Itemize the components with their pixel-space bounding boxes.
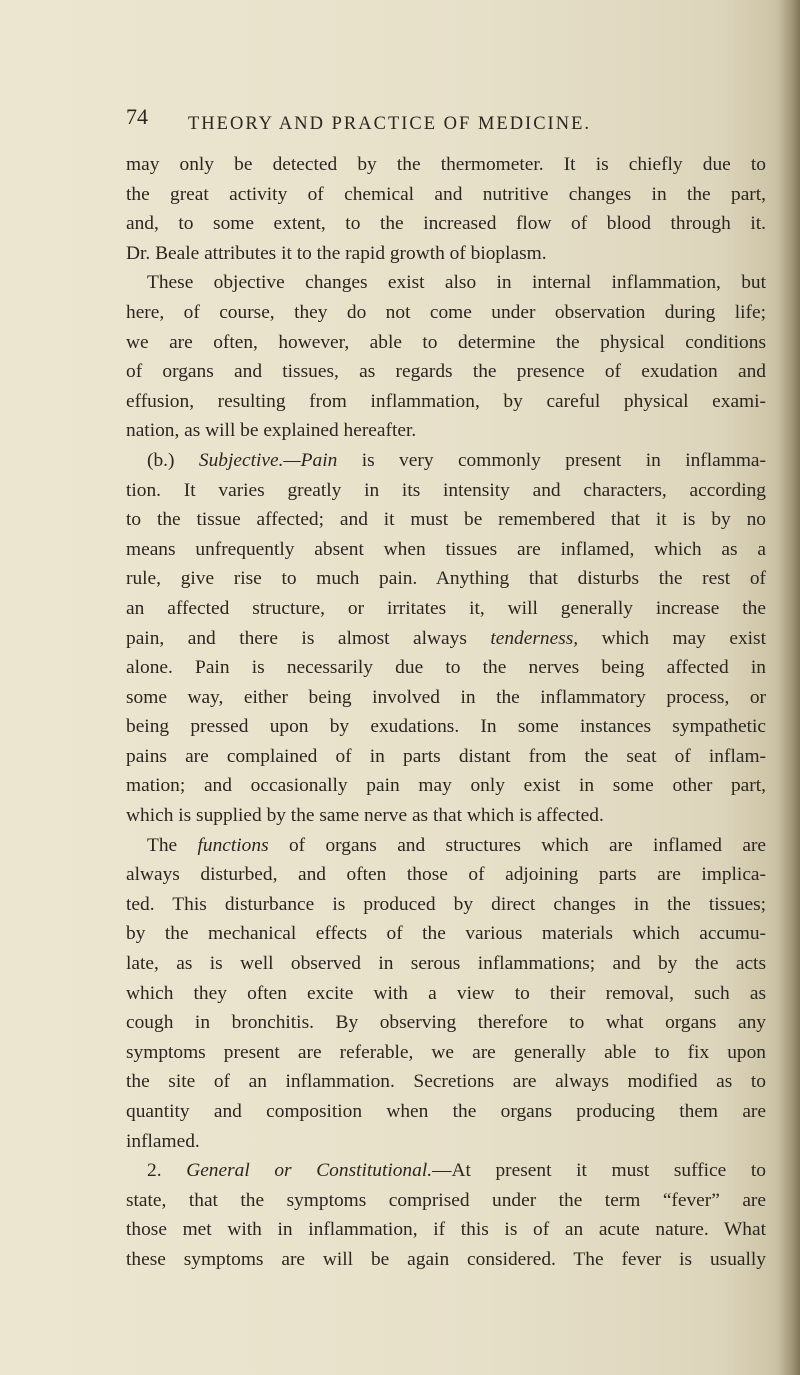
text-line: nation, as will be explained hereafter. (126, 420, 417, 442)
text-line: inflamed. (126, 1130, 200, 1152)
text-line: pain, and there is almost always tenderness, which may exist (126, 627, 766, 649)
text-line: quantity and composition when the organs producing them are (126, 1101, 766, 1122)
text-line: which they often excite with a view to their removal, such as (126, 982, 766, 1004)
text-line: pains are complained of in parts distant from the seat of inflam- (126, 745, 766, 767)
text-line: these symptoms are will be again considered. The fever is usually (126, 1248, 766, 1270)
text-line: tion. It varies greatly in its intensity and characters, according (126, 479, 766, 501)
text-line: state, that the symptoms comprised under the term “fever” are (126, 1189, 766, 1211)
text-line: the site of an inflammation. Secretions are always modified as to (126, 1071, 766, 1093)
italic-term: tenderness, (490, 627, 579, 649)
running-head: THEORY AND PRACTICE OF MEDICINE. (188, 114, 592, 134)
text-line: effusion, resulting from inflammation, by careful physical exami- (126, 390, 766, 412)
text-line: means unfrequently absent when tissues are inflamed, which as a (126, 538, 766, 560)
text-line: the great activity of chemical and nutritive changes in the part, (126, 183, 766, 205)
text-line: an affected structure, or irritates it, will generally increase the (126, 597, 766, 619)
text-line: cough in bronchitis. By observing therefore to what organs any (126, 1012, 766, 1034)
text-line: which is supplied by the same nerve as that which is affected. (126, 805, 604, 827)
text-line: may only be detected by the thermometer. It is chiefly due to (126, 154, 766, 175)
text-line: (b.) Subjective.—Pain is very commonly present in inflamma- (147, 449, 766, 471)
text-line: and, to some extent, to the increased flow of blood through it. (126, 213, 766, 235)
text-line: always disturbed, and often those of adjoining parts are implica- (126, 864, 766, 886)
page-number: 74 (126, 104, 148, 129)
italic-heading: Subjective.—Pain (198, 449, 338, 471)
text-line: rule, give rise to much pain. Anything that disturbs the rest of (126, 568, 766, 590)
text-line: Dr. Beale attributes it to the rapid growth of bioplasm. (126, 242, 547, 264)
text-line: those met with in inflammation, if this is of an acute nature. What (126, 1219, 766, 1241)
italic-term: functions (197, 834, 269, 856)
text-line: of organs and tissues, as regards the presence of exudation and (126, 361, 766, 383)
text-line: we are often, however, able to determine the physical conditions (126, 331, 766, 353)
page-header (126, 104, 686, 140)
text-line: being pressed upon by exudations. In some instances sympathetic (126, 716, 766, 738)
italic-heading: General or Constitutional. (186, 1160, 433, 1182)
body-text (126, 150, 766, 1275)
text-line: by the mechanical effects of the various materials which accumu- (126, 923, 766, 945)
text-line: some way, either being involved in the inflammatory process, or (126, 686, 766, 708)
text-line: 2. General or Constitutional.—At present it must suffice to (147, 1160, 766, 1182)
page-gutter-shadow (778, 0, 800, 1375)
text-line: ted. This disturbance is produced by direct changes in the tissues; (126, 893, 766, 915)
text-line: These objective changes exist also in internal inflammation, but (147, 272, 766, 294)
text-line: mation; and occasionally pain may only exist in some other part, (126, 775, 766, 797)
text-line: to the tissue affected; and it must be remembered that it is by no (126, 509, 766, 531)
text-line: alone. Pain is necessarily due to the nerves being affected in (126, 657, 766, 679)
text-line: here, of course, they do not come under observation during life; (126, 301, 766, 323)
text-line: late, as is well observed in serous inflammations; and by the acts (126, 953, 766, 975)
text-line: The functions of organs and structures which are inflamed are (147, 834, 767, 856)
text-line: symptoms present are referable, we are generally able to fix upon (126, 1041, 766, 1063)
